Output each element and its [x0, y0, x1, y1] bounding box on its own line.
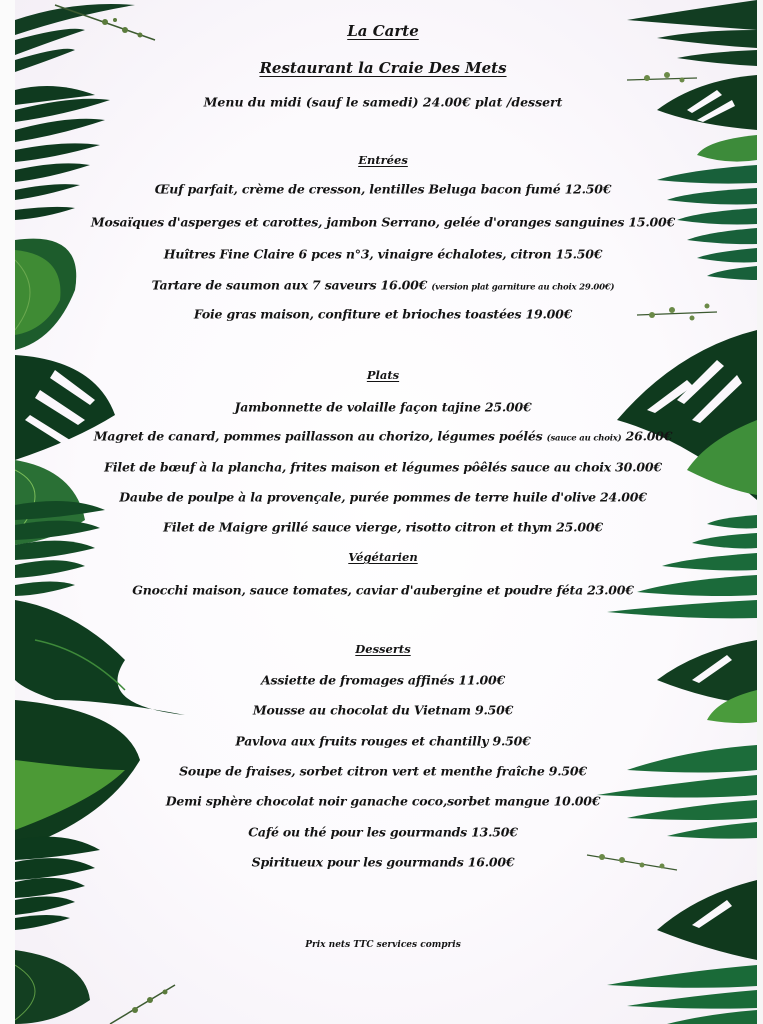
lunch-offer: Menu du midi (sauf le samedi) 24.00€ plat /dessert	[203, 94, 563, 110]
menu-item-text: Tartare de saumon aux 7 saveurs 16.00€	[151, 277, 432, 293]
menu-item: Soupe de fraises, sorbet citron vert et menthe fraîche 9.50€	[179, 763, 587, 779]
menu-item: Assiette de fromages affinés 11.00€	[261, 672, 505, 688]
menu-item: Filet de Maigre grillé sauce vierge, risotto citron et thym 25.00€	[163, 519, 603, 535]
menu-item-note: (version plat garniture au choix 29.00€)	[431, 282, 615, 293]
paper-edge-left	[0, 0, 15, 1024]
menu-item: Gnocchi maison, sauce tomates, caviar d'aubergine et poudre féta 23.00€	[132, 582, 634, 598]
menu-item: Foie gras maison, confiture et brioches toastées 19.00€	[193, 306, 573, 322]
menu-item: Spiritueux pour les gourmands 16.00€	[251, 854, 515, 870]
section-heading-desserts: Desserts	[355, 642, 411, 656]
menu-item: Filet de bœuf à la plancha, frites maison et légumes pôêlés sauce au choix 30.00€	[104, 459, 662, 475]
restaurant-name: Restaurant la Craie Des Mets	[259, 59, 507, 77]
menu-item: Jambonnette de volaille façon tajine 25.00€	[234, 399, 532, 415]
price-note-footer: Prix nets TTC services compris	[305, 940, 461, 950]
section-heading-vegetarien: Végétarien	[348, 550, 418, 564]
menu-item: Pavlova aux fruits rouges et chantilly 9.50€	[235, 733, 531, 749]
section-heading-plats: Plats	[366, 368, 400, 382]
menu-item: Huîtres Fine Claire 6 pces n°3, vinaigre échalotes, citron 15.50€	[163, 246, 603, 262]
menu-item-text: Magret de canard, pommes paillasson au chorizo, légumes poélés	[93, 428, 547, 444]
menu-item	[0, 429, 763, 444]
menu-item-price: 26.00€	[621, 428, 673, 444]
menu-item: Café ou thé pour les gourmands 13.50€	[248, 824, 518, 840]
menu-item: Mosaïques d'asperges et carottes, jambon Serrano, gelée d'oranges sanguines 15.00€	[90, 214, 676, 230]
menu-title: La Carte	[347, 22, 419, 40]
paper-edge-right	[757, 0, 763, 1024]
menu-item: Œuf parfait, crème de cresson, lentilles Beluga bacon fumé 12.50€	[154, 181, 612, 197]
menu-item: Mousse au chocolat du Vietnam 9.50€	[252, 702, 514, 718]
menu-item	[0, 278, 763, 293]
section-heading-entrees: Entrées	[358, 153, 408, 167]
menu-item: Daube de poulpe à la provençale, purée pommes de terre huile d'olive 24.00€	[119, 489, 647, 505]
menu-item: Demi sphère chocolat noir ganache coco,sorbet mangue 10.00€	[165, 793, 601, 809]
menu-item-note: (sauce au choix)	[546, 433, 622, 444]
